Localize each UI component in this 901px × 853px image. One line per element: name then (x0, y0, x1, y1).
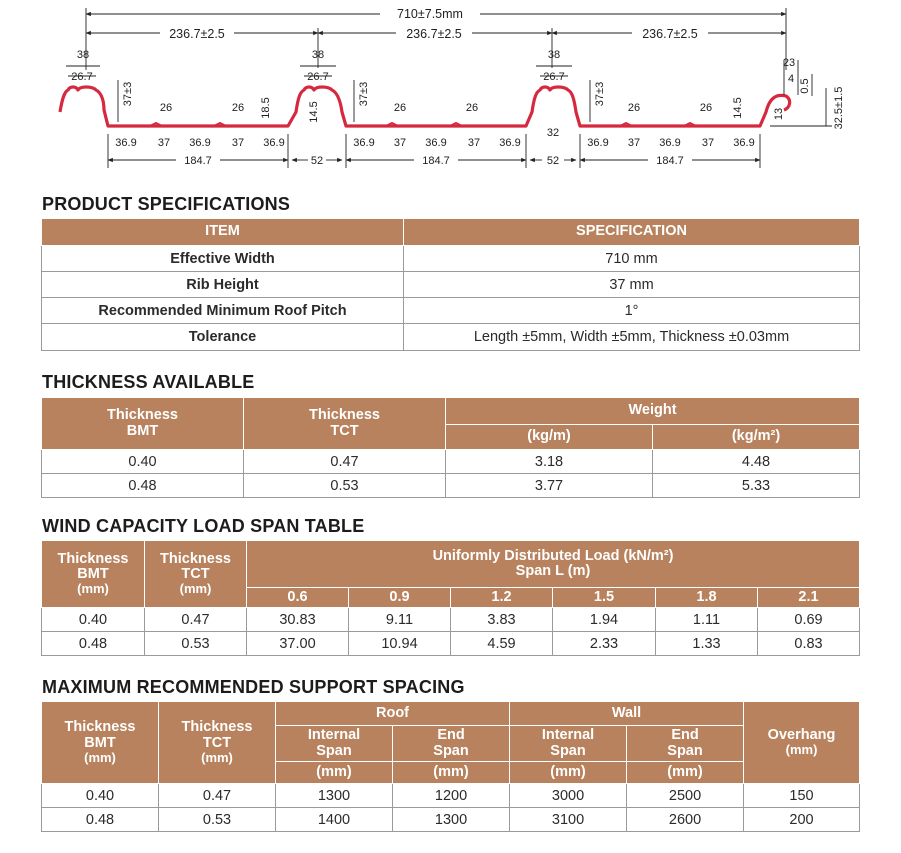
header-span: 2.1 (758, 588, 860, 608)
table-row (42, 608, 860, 632)
spec-value: Length ±5mm, Width ±5mm, Thickness ±0.03mm (404, 324, 860, 351)
wind-capacity-title: WIND CAPACITY LOAD SPAN TABLE (42, 516, 365, 536)
dim-seg-3-1: 36.9 (587, 137, 609, 149)
dim-pan-3: 184.7 (656, 155, 684, 167)
cell-wall-end: 2600 (627, 808, 744, 832)
dim-pan-2: 184.7 (422, 155, 450, 167)
cell-load: 2.33 (553, 632, 656, 656)
cell-kgm2: 5.33 (653, 474, 860, 498)
product-specifications-table (41, 218, 860, 351)
cell-tct: 0.47 (145, 608, 247, 632)
cell-tct: 0.53 (244, 474, 446, 498)
dim-edge-4: 4 (787, 73, 795, 85)
cell-roof-end: 1300 (393, 808, 510, 832)
dim-pan-1: 184.7 (184, 155, 212, 167)
thickness-available-title: THICKNESS AVAILABLE (42, 372, 255, 392)
thickness-available-table (41, 397, 860, 498)
table-row (42, 808, 860, 832)
dim-rib-top-1: 38 (76, 49, 90, 61)
dim-rib-height-2: 37±3 (358, 81, 370, 107)
cell-wall-end: 2500 (627, 784, 744, 808)
cell-load: 1.11 (656, 608, 758, 632)
cell-roof-internal: 1300 (276, 784, 393, 808)
spec-item: Recommended Minimum Roof Pitch (42, 298, 404, 324)
header-roof-end-span: End Span (393, 726, 510, 762)
cell-overhang: 200 (744, 808, 860, 832)
header-roof-internal-span: Internal Span (276, 726, 393, 762)
header-span: 1.2 (451, 588, 553, 608)
cell-kgm2: 4.48 (653, 450, 860, 474)
header-span: 0.6 (247, 588, 349, 608)
dim-flat-5: 26 (627, 102, 641, 114)
support-spacing-table (41, 701, 860, 832)
spec-item: Tolerance (42, 324, 404, 351)
header-specification: SPECIFICATION (404, 219, 860, 246)
cell-bmt: 0.40 (42, 450, 244, 474)
cell-kgm: 3.77 (446, 474, 653, 498)
dim-edge-0-5: 0.5 (799, 78, 811, 94)
dim-seg-2-3: 36.9 (425, 137, 447, 149)
spec-value: 1° (404, 298, 860, 324)
cell-load: 0.69 (758, 608, 860, 632)
cell-wall-internal: 3100 (510, 808, 627, 832)
profile-drawing (0, 0, 901, 185)
dim-rib-top-3: 38 (547, 49, 561, 61)
cell-tct: 0.47 (244, 450, 446, 474)
dim-flat-2: 26 (231, 102, 245, 114)
header-kg-per-m: (kg/m) (446, 425, 653, 450)
dim-edge-23: 23 (782, 57, 796, 69)
cell-roof-end: 1200 (393, 784, 510, 808)
header-item: ITEM (42, 219, 404, 246)
dim-overall: 710±7.5mm (397, 7, 463, 21)
header-wall-end-span: End Span (627, 726, 744, 762)
dim-edge-32-5: 32.5±1.5 (833, 86, 845, 130)
dim-pitch-2: 236.7±2.5 (406, 27, 462, 41)
table-row (42, 272, 860, 298)
cell-load: 30.83 (247, 608, 349, 632)
cell-load: 10.94 (349, 632, 451, 656)
cell-overhang: 150 (744, 784, 860, 808)
header-thickness-tct: Thickness TCT (mm) (159, 702, 276, 784)
dim-seg-1-4: 37 (231, 137, 245, 149)
dim-seg-1-5: 36.9 (263, 137, 285, 149)
header-kg-per-m2: (kg/m²) (653, 425, 860, 450)
spec-item: Effective Width (42, 246, 404, 272)
dim-rib-top-2: 38 (311, 49, 325, 61)
header-wall-internal-span: Internal Span (510, 726, 627, 762)
table-row (42, 324, 860, 351)
header-thickness-bmt: Thickness BMT (42, 398, 244, 450)
cell-bmt: 0.40 (42, 608, 145, 632)
dim-rib-base-1: 52 (310, 155, 324, 167)
cell-load: 0.83 (758, 632, 860, 656)
header-span: 1.5 (553, 588, 656, 608)
cell-tct: 0.47 (159, 784, 276, 808)
dim-rib-height-1: 37±3 (122, 81, 134, 107)
dim-seg-1-2: 37 (157, 137, 171, 149)
cell-load: 9.11 (349, 608, 451, 632)
dim-edge-13: 13 (773, 107, 785, 121)
dim-rib-height-3: 37±3 (594, 81, 606, 107)
support-spacing-title: MAXIMUM RECOMMENDED SUPPORT SPACING (42, 677, 465, 697)
dim-rib-base-2: 52 (546, 155, 560, 167)
spec-item: Rib Height (42, 272, 404, 298)
table-row (42, 298, 860, 324)
dim-rib-inner-1: 26.7 (71, 71, 93, 83)
dim-seg-3-4: 37 (701, 137, 715, 149)
header-roof: Roof (276, 702, 510, 726)
cell-bmt: 0.48 (42, 808, 159, 832)
dim-seg-1-1: 36.9 (115, 137, 137, 149)
header-overhang: Overhang (mm) (744, 702, 860, 784)
dim-rib-gap: 32 (546, 127, 560, 139)
header-thickness-bmt: Thickness BMT (mm) (42, 541, 145, 608)
dim-seg-2-5: 36.9 (499, 137, 521, 149)
cell-tct: 0.53 (145, 632, 247, 656)
header-thickness-bmt: Thickness BMT (mm) (42, 702, 159, 784)
dim-pitch-3: 236.7±2.5 (642, 27, 698, 41)
cell-bmt: 0.48 (42, 632, 145, 656)
product-specifications-title: PRODUCT SPECIFICATIONS (42, 194, 291, 214)
dim-seg-3-3: 36.9 (659, 137, 681, 149)
dim-flat-4: 26 (465, 102, 479, 114)
cell-kgm: 3.18 (446, 450, 653, 474)
header-span: 0.9 (349, 588, 451, 608)
dim-stiff-14-5-a: 14.5 (308, 101, 320, 123)
header-unit-mm: (mm) (276, 762, 393, 784)
header-thickness-tct: Thickness TCT (mm) (145, 541, 247, 608)
spec-value: 710 mm (404, 246, 860, 272)
dim-flat-6: 26 (699, 102, 713, 114)
table-row (42, 632, 860, 656)
wind-capacity-table (41, 540, 860, 656)
table-row (42, 450, 860, 474)
table-row (42, 246, 860, 272)
cell-bmt: 0.40 (42, 784, 159, 808)
dim-flat-3: 26 (393, 102, 407, 114)
cell-load: 1.94 (553, 608, 656, 632)
spec-value: 37 mm (404, 272, 860, 298)
cell-load: 3.83 (451, 608, 553, 632)
dim-seg-2-4: 37 (467, 137, 481, 149)
dim-seg-3-2: 37 (627, 137, 641, 149)
dim-pitch-1: 236.7±2.5 (169, 27, 225, 41)
dim-flat-1: 26 (159, 102, 173, 114)
dim-rib-inner-3: 26.7 (543, 71, 565, 83)
cell-load: 4.59 (451, 632, 553, 656)
dim-stiff-18-5: 18.5 (260, 97, 272, 119)
header-unit-mm: (mm) (627, 762, 744, 784)
table-row (42, 474, 860, 498)
cell-tct: 0.53 (159, 808, 276, 832)
dim-rib-inner-2: 26.7 (307, 71, 329, 83)
dim-seg-2-1: 36.9 (353, 137, 375, 149)
dim-seg-3-5: 36.9 (733, 137, 755, 149)
header-unit-mm: (mm) (393, 762, 510, 784)
header-weight: Weight (446, 398, 860, 425)
header-span: 1.8 (656, 588, 758, 608)
table-row (42, 784, 860, 808)
header-thickness-tct: Thickness TCT (244, 398, 446, 450)
header-unit-mm: (mm) (510, 762, 627, 784)
header-distributed-load: Uniformly Distributed Load (kN/m²) Span L (m) (247, 541, 860, 588)
cell-roof-internal: 1400 (276, 808, 393, 832)
cell-bmt: 0.48 (42, 474, 244, 498)
cell-wall-internal: 3000 (510, 784, 627, 808)
dim-seg-1-3: 36.9 (189, 137, 211, 149)
header-wall: Wall (510, 702, 744, 726)
dim-stiff-14-5-b: 14.5 (732, 97, 744, 119)
cell-load: 1.33 (656, 632, 758, 656)
dim-seg-2-2: 37 (393, 137, 407, 149)
cell-load: 37.00 (247, 632, 349, 656)
